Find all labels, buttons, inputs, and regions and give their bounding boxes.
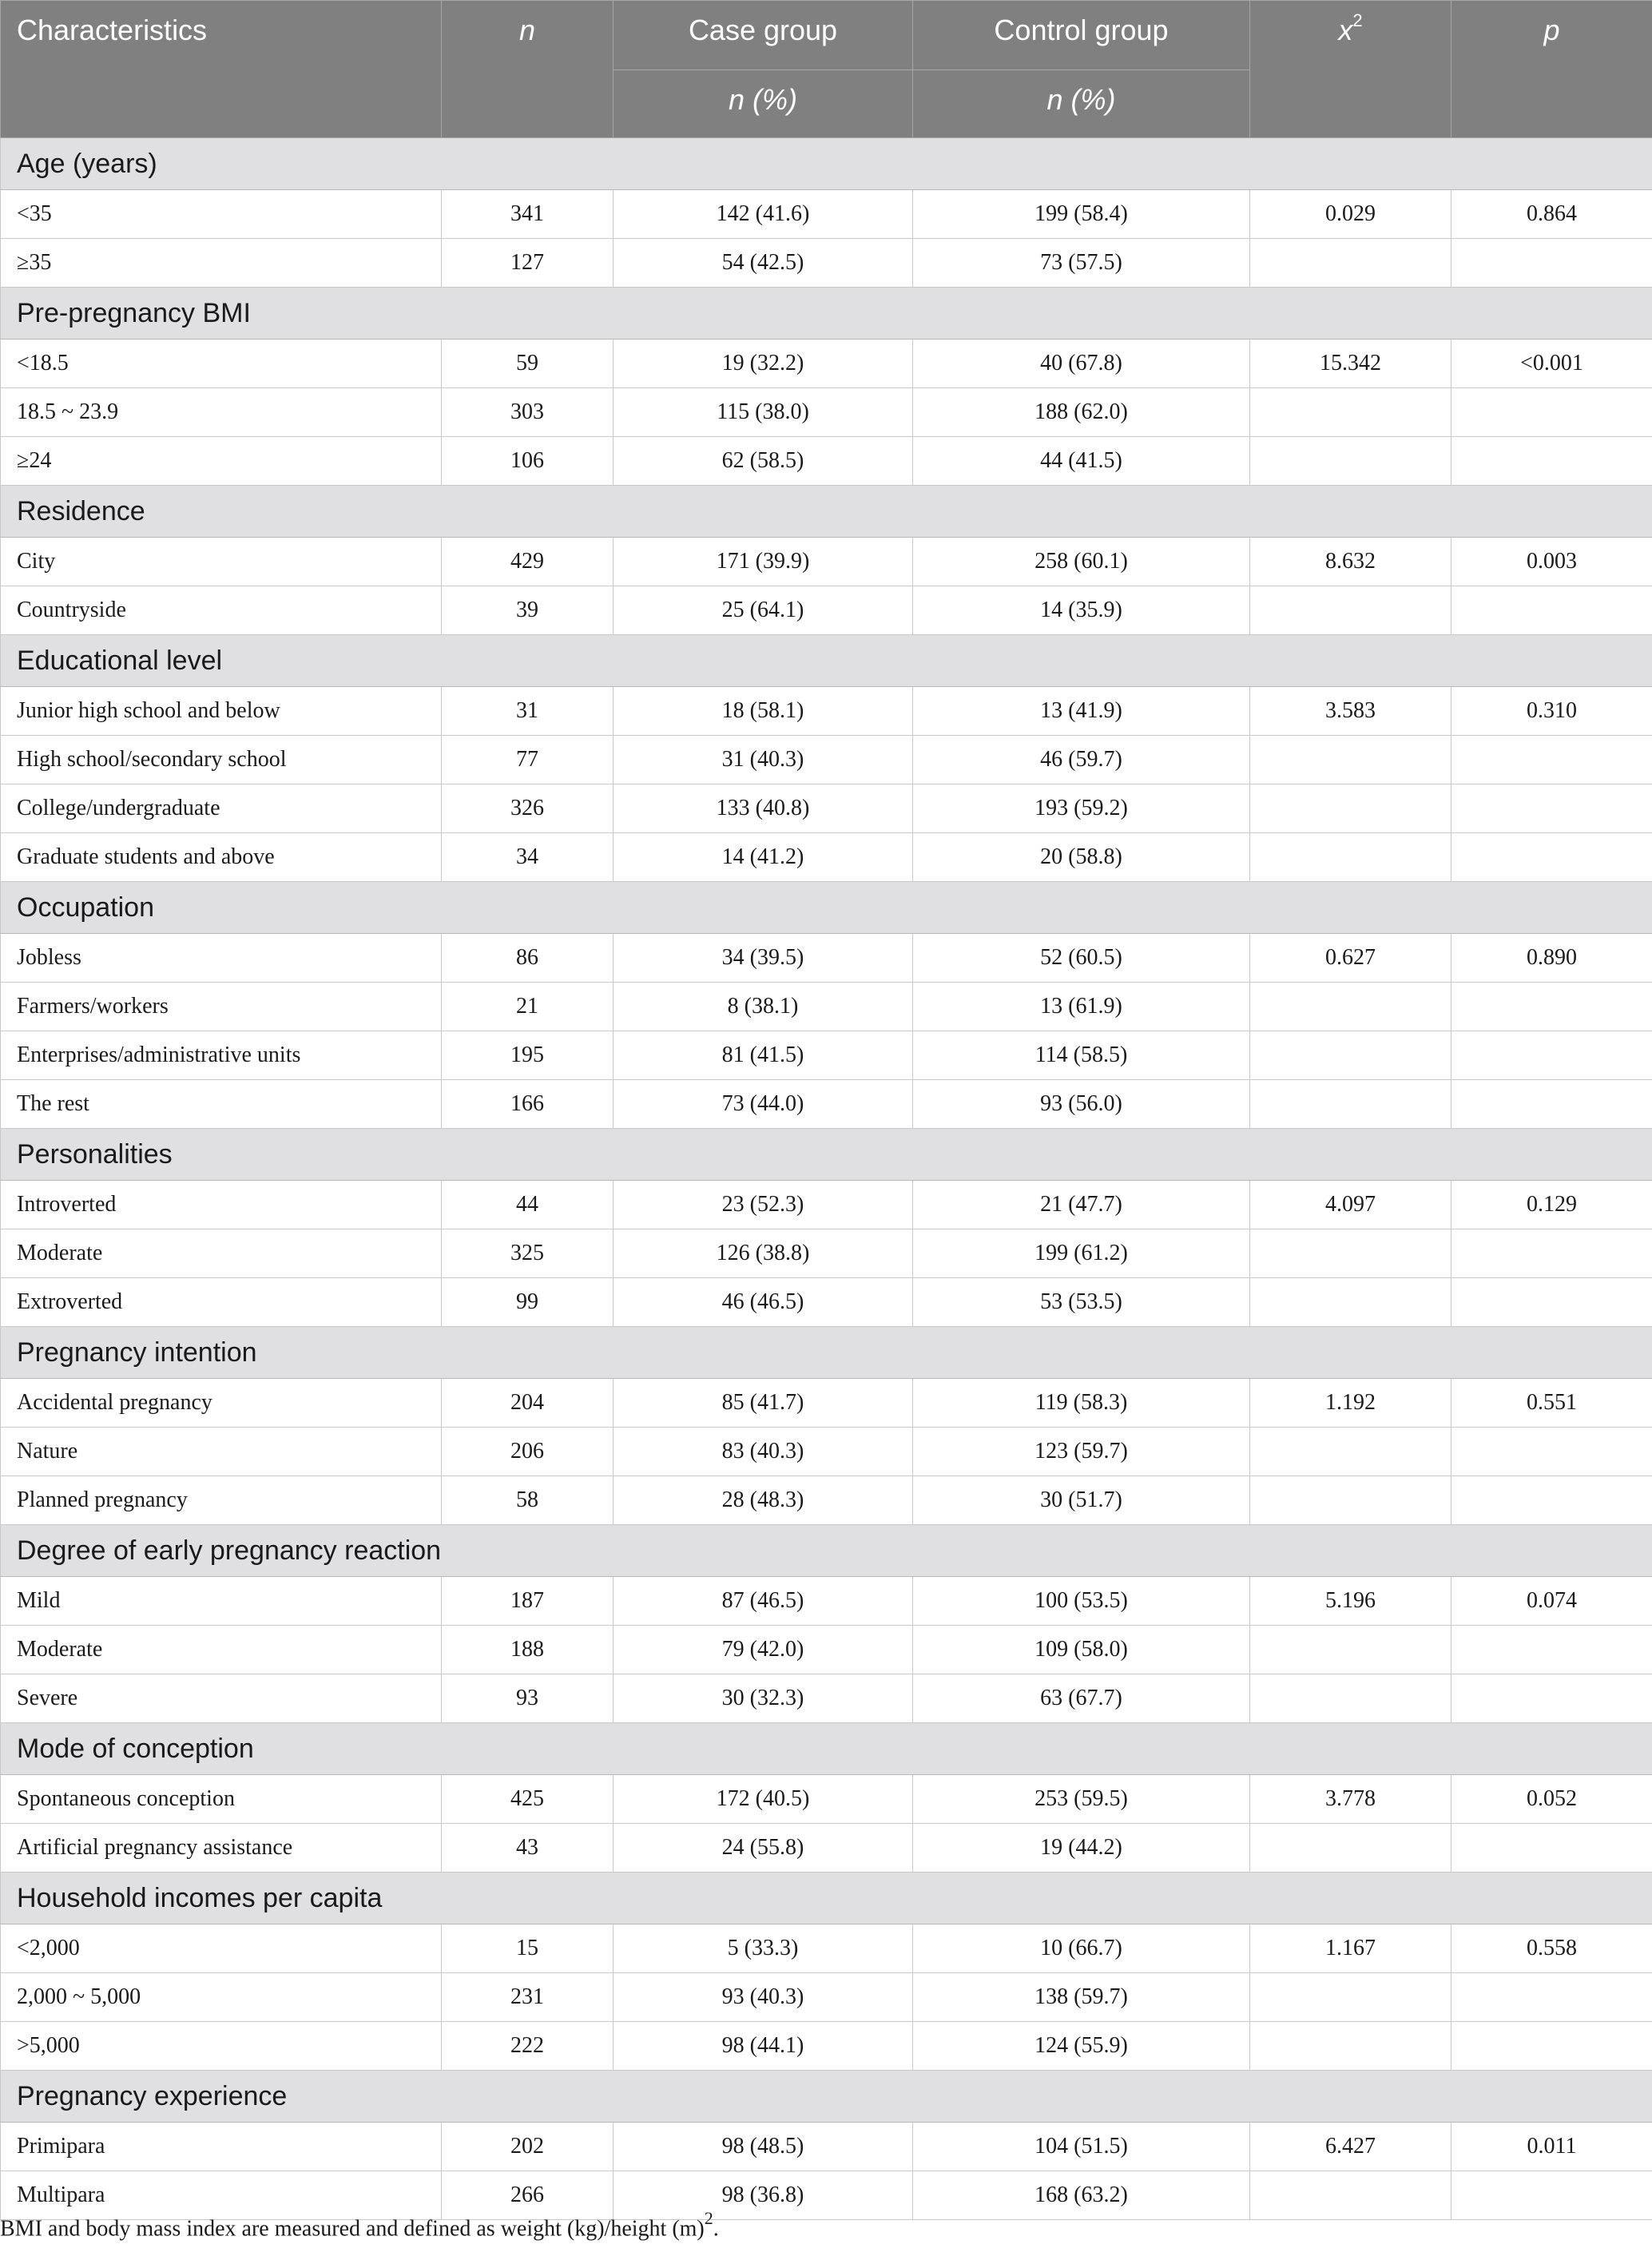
table-row xyxy=(1,340,1652,388)
cell-p-value: 0.551 xyxy=(1451,1379,1652,1428)
cell-p-value xyxy=(1451,983,1652,1031)
cell-p-value: 0.052 xyxy=(1451,1775,1652,1824)
section-header-row xyxy=(1,882,1652,934)
header-n: n xyxy=(442,1,614,138)
cell-chi-square xyxy=(1250,1674,1451,1723)
cell-case: 28 (48.3) xyxy=(614,1476,913,1525)
cell-n: 202 xyxy=(442,2123,614,2171)
row-label: Accidental pregnancy xyxy=(1,1379,442,1428)
cell-p-value xyxy=(1451,239,1652,288)
table-row xyxy=(1,2123,1652,2171)
cell-case: 133 (40.8) xyxy=(614,784,913,833)
table-row xyxy=(1,2022,1652,2071)
cell-n: 429 xyxy=(442,538,614,586)
cell-chi-square xyxy=(1250,833,1451,882)
cell-case: 31 (40.3) xyxy=(614,736,913,784)
cell-n: 222 xyxy=(442,2022,614,2071)
cell-control: 93 (56.0) xyxy=(913,1080,1250,1129)
row-label: <35 xyxy=(1,190,442,239)
cell-case: 87 (46.5) xyxy=(614,1577,913,1626)
table-header xyxy=(1,1,1652,138)
row-label: Multipara xyxy=(1,2171,442,2220)
cell-case: 23 (52.3) xyxy=(614,1181,913,1229)
table-row xyxy=(1,1031,1652,1080)
cell-p-value: 0.890 xyxy=(1451,934,1652,983)
cell-case: 19 (32.2) xyxy=(614,340,913,388)
table-row xyxy=(1,983,1652,1031)
section-title: Educational level xyxy=(1,635,1652,687)
cell-p-value xyxy=(1451,2171,1652,2220)
cell-control: 46 (59.7) xyxy=(913,736,1250,784)
cell-control: 138 (59.7) xyxy=(913,1973,1250,2022)
cell-p-value: 0.129 xyxy=(1451,1181,1652,1229)
table-row xyxy=(1,1229,1652,1278)
cell-control: 53 (53.5) xyxy=(913,1278,1250,1327)
section-header-row xyxy=(1,1129,1652,1181)
cell-p-value: 0.864 xyxy=(1451,190,1652,239)
row-label: Mild xyxy=(1,1577,442,1626)
cell-p-value: 0.558 xyxy=(1451,1924,1652,1973)
header-case-group: Case group xyxy=(614,1,913,70)
row-label: Enterprises/administrative units xyxy=(1,1031,442,1080)
cell-control: 14 (35.9) xyxy=(913,586,1250,635)
cell-control: 21 (47.7) xyxy=(913,1181,1250,1229)
cell-p-value xyxy=(1451,1824,1652,1873)
cell-case: 18 (58.1) xyxy=(614,687,913,736)
table-row xyxy=(1,1080,1652,1129)
cell-chi-square xyxy=(1250,1973,1451,2022)
table-row xyxy=(1,1181,1652,1229)
cell-control: 199 (61.2) xyxy=(913,1229,1250,1278)
cell-p-value xyxy=(1451,736,1652,784)
section-header-row xyxy=(1,486,1652,538)
row-label: 18.5 ~ 23.9 xyxy=(1,388,442,437)
section-title: Pregnancy experience xyxy=(1,2071,1652,2123)
cell-case: 34 (39.5) xyxy=(614,934,913,983)
row-label: College/undergraduate xyxy=(1,784,442,833)
section-title: Occupation xyxy=(1,882,1652,934)
cell-n: 31 xyxy=(442,687,614,736)
cell-control: 114 (58.5) xyxy=(913,1031,1250,1080)
cell-case: 172 (40.5) xyxy=(614,1775,913,1824)
table-row xyxy=(1,1476,1652,1525)
section-header-row xyxy=(1,288,1652,340)
section-title: Household incomes per capita xyxy=(1,1873,1652,1924)
cell-chi-square: 5.196 xyxy=(1250,1577,1451,1626)
header-control-subheader: n (%) xyxy=(913,70,1250,138)
cell-n: 77 xyxy=(442,736,614,784)
cell-n: 99 xyxy=(442,1278,614,1327)
header-characteristics: Characteristics xyxy=(1,1,442,138)
row-label: Moderate xyxy=(1,1229,442,1278)
table-row xyxy=(1,388,1652,437)
cell-chi-square: 4.097 xyxy=(1250,1181,1451,1229)
cell-case: 85 (41.7) xyxy=(614,1379,913,1428)
cell-control: 13 (61.9) xyxy=(913,983,1250,1031)
cell-case: 14 (41.2) xyxy=(614,833,913,882)
row-label: Introverted xyxy=(1,1181,442,1229)
table-row xyxy=(1,1973,1652,2022)
cell-case: 98 (48.5) xyxy=(614,2123,913,2171)
cell-n: 15 xyxy=(442,1924,614,1973)
cell-p-value xyxy=(1451,2022,1652,2071)
table-row xyxy=(1,1626,1652,1674)
row-label: >5,000 xyxy=(1,2022,442,2071)
cell-control: 13 (41.9) xyxy=(913,687,1250,736)
cell-p-value: <0.001 xyxy=(1451,340,1652,388)
section-header-row xyxy=(1,1723,1652,1775)
cell-p-value xyxy=(1451,1476,1652,1525)
row-label: ≥35 xyxy=(1,239,442,288)
cell-n: 166 xyxy=(442,1080,614,1129)
cell-n: 206 xyxy=(442,1428,614,1476)
table-row xyxy=(1,1924,1652,1973)
cell-chi-square xyxy=(1250,1031,1451,1080)
cell-chi-square xyxy=(1250,437,1451,486)
section-title: Mode of conception xyxy=(1,1723,1652,1775)
cell-p-value xyxy=(1451,388,1652,437)
cell-n: 93 xyxy=(442,1674,614,1723)
cell-control: 253 (59.5) xyxy=(913,1775,1250,1824)
cell-case: 79 (42.0) xyxy=(614,1626,913,1674)
cell-p-value xyxy=(1451,784,1652,833)
table-row xyxy=(1,437,1652,486)
cell-control: 124 (55.9) xyxy=(913,2022,1250,2071)
cell-case: 62 (58.5) xyxy=(614,437,913,486)
section-header-row xyxy=(1,2071,1652,2123)
cell-p-value xyxy=(1451,833,1652,882)
section-header-row xyxy=(1,635,1652,687)
table-row xyxy=(1,190,1652,239)
table-footnote: BMI and body mass index are measured and defined as weight (kg)/height $(m)^2$. xyxy=(0,2208,719,2242)
cell-control: 73 (57.5) xyxy=(913,239,1250,288)
cell-p-value xyxy=(1451,1080,1652,1129)
row-label: Extroverted xyxy=(1,1278,442,1327)
cell-n: 187 xyxy=(442,1577,614,1626)
cell-case: 24 (55.8) xyxy=(614,1824,913,1873)
cell-case: 93 (40.3) xyxy=(614,1973,913,2022)
cell-chi-square xyxy=(1250,784,1451,833)
section-header-row xyxy=(1,138,1652,190)
cell-chi-square xyxy=(1250,1824,1451,1873)
cell-n: 326 xyxy=(442,784,614,833)
cell-control: 199 (58.4) xyxy=(913,190,1250,239)
row-label: Severe xyxy=(1,1674,442,1723)
cell-control: 104 (51.5) xyxy=(913,2123,1250,2171)
row-label: ≥24 xyxy=(1,437,442,486)
section-title: Pregnancy intention xyxy=(1,1327,1652,1379)
cell-n: 266 xyxy=(442,2171,614,2220)
cell-case: 5 (33.3) xyxy=(614,1924,913,1973)
row-label: Jobless xyxy=(1,934,442,983)
table-body xyxy=(1,138,1652,2220)
header-case-subheader: n (%) xyxy=(614,70,913,138)
cell-control: 119 (58.3) xyxy=(913,1379,1250,1428)
cell-n: 106 xyxy=(442,437,614,486)
cell-case: 98 (44.1) xyxy=(614,2022,913,2071)
cell-n: 58 xyxy=(442,1476,614,1525)
section-title: Residence xyxy=(1,486,1652,538)
row-label: <18.5 xyxy=(1,340,442,388)
row-label: Nature xyxy=(1,1428,442,1476)
cell-case: 46 (46.5) xyxy=(614,1278,913,1327)
table-row xyxy=(1,784,1652,833)
cell-n: 325 xyxy=(442,1229,614,1278)
cell-n: 303 xyxy=(442,388,614,437)
cell-n: 188 xyxy=(442,1626,614,1674)
cell-control: 258 (60.1) xyxy=(913,538,1250,586)
cell-chi-square xyxy=(1250,2171,1451,2220)
row-label: Planned pregnancy xyxy=(1,1476,442,1525)
cell-chi-square xyxy=(1250,388,1451,437)
row-label: The rest xyxy=(1,1080,442,1129)
header-control-group: Control group xyxy=(913,1,1250,70)
cell-n: 34 xyxy=(442,833,614,882)
cell-case: 81 (41.5) xyxy=(614,1031,913,1080)
cell-chi-square: 1.167 xyxy=(1250,1924,1451,1973)
cell-chi-square xyxy=(1250,736,1451,784)
cell-chi-square xyxy=(1250,586,1451,635)
cell-control: 20 (58.8) xyxy=(913,833,1250,882)
row-label: Spontaneous conception xyxy=(1,1775,442,1824)
cell-p-value xyxy=(1451,437,1652,486)
cell-n: 425 xyxy=(442,1775,614,1824)
cell-chi-square xyxy=(1250,1626,1451,1674)
cell-n: 44 xyxy=(442,1181,614,1229)
row-label: Primipara xyxy=(1,2123,442,2171)
cell-chi-square xyxy=(1250,1278,1451,1327)
cell-p-value xyxy=(1451,1626,1652,1674)
cell-chi-square: 6.427 xyxy=(1250,2123,1451,2171)
cell-p-value xyxy=(1451,1674,1652,1723)
cell-p-value xyxy=(1451,586,1652,635)
cell-chi-square xyxy=(1250,1476,1451,1525)
cell-control: 188 (62.0) xyxy=(913,388,1250,437)
cell-control: 10 (66.7) xyxy=(913,1924,1250,1973)
header-chi-square xyxy=(1250,1,1451,138)
row-label: <2,000 xyxy=(1,1924,442,1973)
cell-chi-square: 8.632 xyxy=(1250,538,1451,586)
cell-case: 171 (39.9) xyxy=(614,538,913,586)
row-label: Countryside xyxy=(1,586,442,635)
cell-control: 40 (67.8) xyxy=(913,340,1250,388)
section-header-row xyxy=(1,1873,1652,1924)
cell-control: 100 (53.5) xyxy=(913,1577,1250,1626)
cell-n: 21 xyxy=(442,983,614,1031)
cell-n: 127 xyxy=(442,239,614,288)
cell-control: 63 (67.7) xyxy=(913,1674,1250,1723)
cell-control: 19 (44.2) xyxy=(913,1824,1250,1873)
cell-case: 126 (38.8) xyxy=(614,1229,913,1278)
cell-p-value xyxy=(1451,1278,1652,1327)
cell-n: 231 xyxy=(442,1973,614,2022)
cell-p-value: 0.003 xyxy=(1451,538,1652,586)
cell-n: 195 xyxy=(442,1031,614,1080)
cell-control: 109 (58.0) xyxy=(913,1626,1250,1674)
cell-chi-square xyxy=(1250,1428,1451,1476)
row-label: High school/secondary school xyxy=(1,736,442,784)
row-label: Artificial pregnancy assistance xyxy=(1,1824,442,1873)
table-row xyxy=(1,687,1652,736)
section-title: Degree of early pregnancy reaction xyxy=(1,1525,1652,1577)
chi-square-superscript: 2 xyxy=(1352,10,1363,30)
cell-case: 8 (38.1) xyxy=(614,983,913,1031)
cell-chi-square: 1.192 xyxy=(1250,1379,1451,1428)
cell-chi-square xyxy=(1250,983,1451,1031)
cell-control: 44 (41.5) xyxy=(913,437,1250,486)
cell-control: 52 (60.5) xyxy=(913,934,1250,983)
table-row xyxy=(1,934,1652,983)
section-title: Pre-pregnancy BMI xyxy=(1,288,1652,340)
row-label: 2,000 ~ 5,000 xyxy=(1,1973,442,2022)
cell-p-value xyxy=(1451,1973,1652,2022)
cell-chi-square xyxy=(1250,1229,1451,1278)
cell-chi-square: 0.627 xyxy=(1250,934,1451,983)
section-title: Age (years) xyxy=(1,138,1652,190)
section-title: Personalities xyxy=(1,1129,1652,1181)
table-row xyxy=(1,239,1652,288)
cell-n: 204 xyxy=(442,1379,614,1428)
cell-chi-square: 3.778 xyxy=(1250,1775,1451,1824)
header-p: p xyxy=(1451,1,1652,138)
table-row xyxy=(1,1278,1652,1327)
table-row xyxy=(1,1428,1652,1476)
cell-control: 123 (59.7) xyxy=(913,1428,1250,1476)
chi-square-symbol: x xyxy=(1338,14,1353,46)
table-row xyxy=(1,1674,1652,1723)
cell-control: 168 (63.2) xyxy=(913,2171,1250,2220)
cell-p-value xyxy=(1451,1428,1652,1476)
cell-n: 59 xyxy=(442,340,614,388)
table-row xyxy=(1,736,1652,784)
cell-p-value xyxy=(1451,1031,1652,1080)
cell-case: 83 (40.3) xyxy=(614,1428,913,1476)
cell-p-value: 0.310 xyxy=(1451,687,1652,736)
table-row xyxy=(1,833,1652,882)
cell-p-value: 0.011 xyxy=(1451,2123,1652,2171)
cell-p-value: 0.074 xyxy=(1451,1577,1652,1626)
cell-case: 54 (42.5) xyxy=(614,239,913,288)
table-row xyxy=(1,586,1652,635)
cell-case: 73 (44.0) xyxy=(614,1080,913,1129)
cell-control: 30 (51.7) xyxy=(913,1476,1250,1525)
row-label: Junior high school and below xyxy=(1,687,442,736)
row-label: Farmers/workers xyxy=(1,983,442,1031)
row-label: Graduate students and above xyxy=(1,833,442,882)
table-row xyxy=(1,538,1652,586)
table-row xyxy=(1,1824,1652,1873)
cell-n: 39 xyxy=(442,586,614,635)
cell-chi-square: 0.029 xyxy=(1250,190,1451,239)
cell-p-value xyxy=(1451,1229,1652,1278)
cell-chi-square: 3.583 xyxy=(1250,687,1451,736)
cell-case: 25 (64.1) xyxy=(614,586,913,635)
cell-case: 115 (38.0) xyxy=(614,388,913,437)
cell-n: 341 xyxy=(442,190,614,239)
cell-case: 30 (32.3) xyxy=(614,1674,913,1723)
cell-chi-square xyxy=(1250,2022,1451,2071)
section-header-row xyxy=(1,1327,1652,1379)
cell-n: 86 xyxy=(442,934,614,983)
row-label: City xyxy=(1,538,442,586)
cell-case: 142 (41.6) xyxy=(614,190,913,239)
table-row xyxy=(1,1577,1652,1626)
table-row xyxy=(1,1379,1652,1428)
table-row xyxy=(1,1775,1652,1824)
cell-control: 193 (59.2) xyxy=(913,784,1250,833)
section-header-row xyxy=(1,1525,1652,1577)
cell-n: 43 xyxy=(442,1824,614,1873)
cell-chi-square xyxy=(1250,239,1451,288)
cell-chi-square: 15.342 xyxy=(1250,340,1451,388)
cell-chi-square xyxy=(1250,1080,1451,1129)
row-label: Moderate xyxy=(1,1626,442,1674)
cell-case: 98 (36.8) xyxy=(614,2171,913,2220)
